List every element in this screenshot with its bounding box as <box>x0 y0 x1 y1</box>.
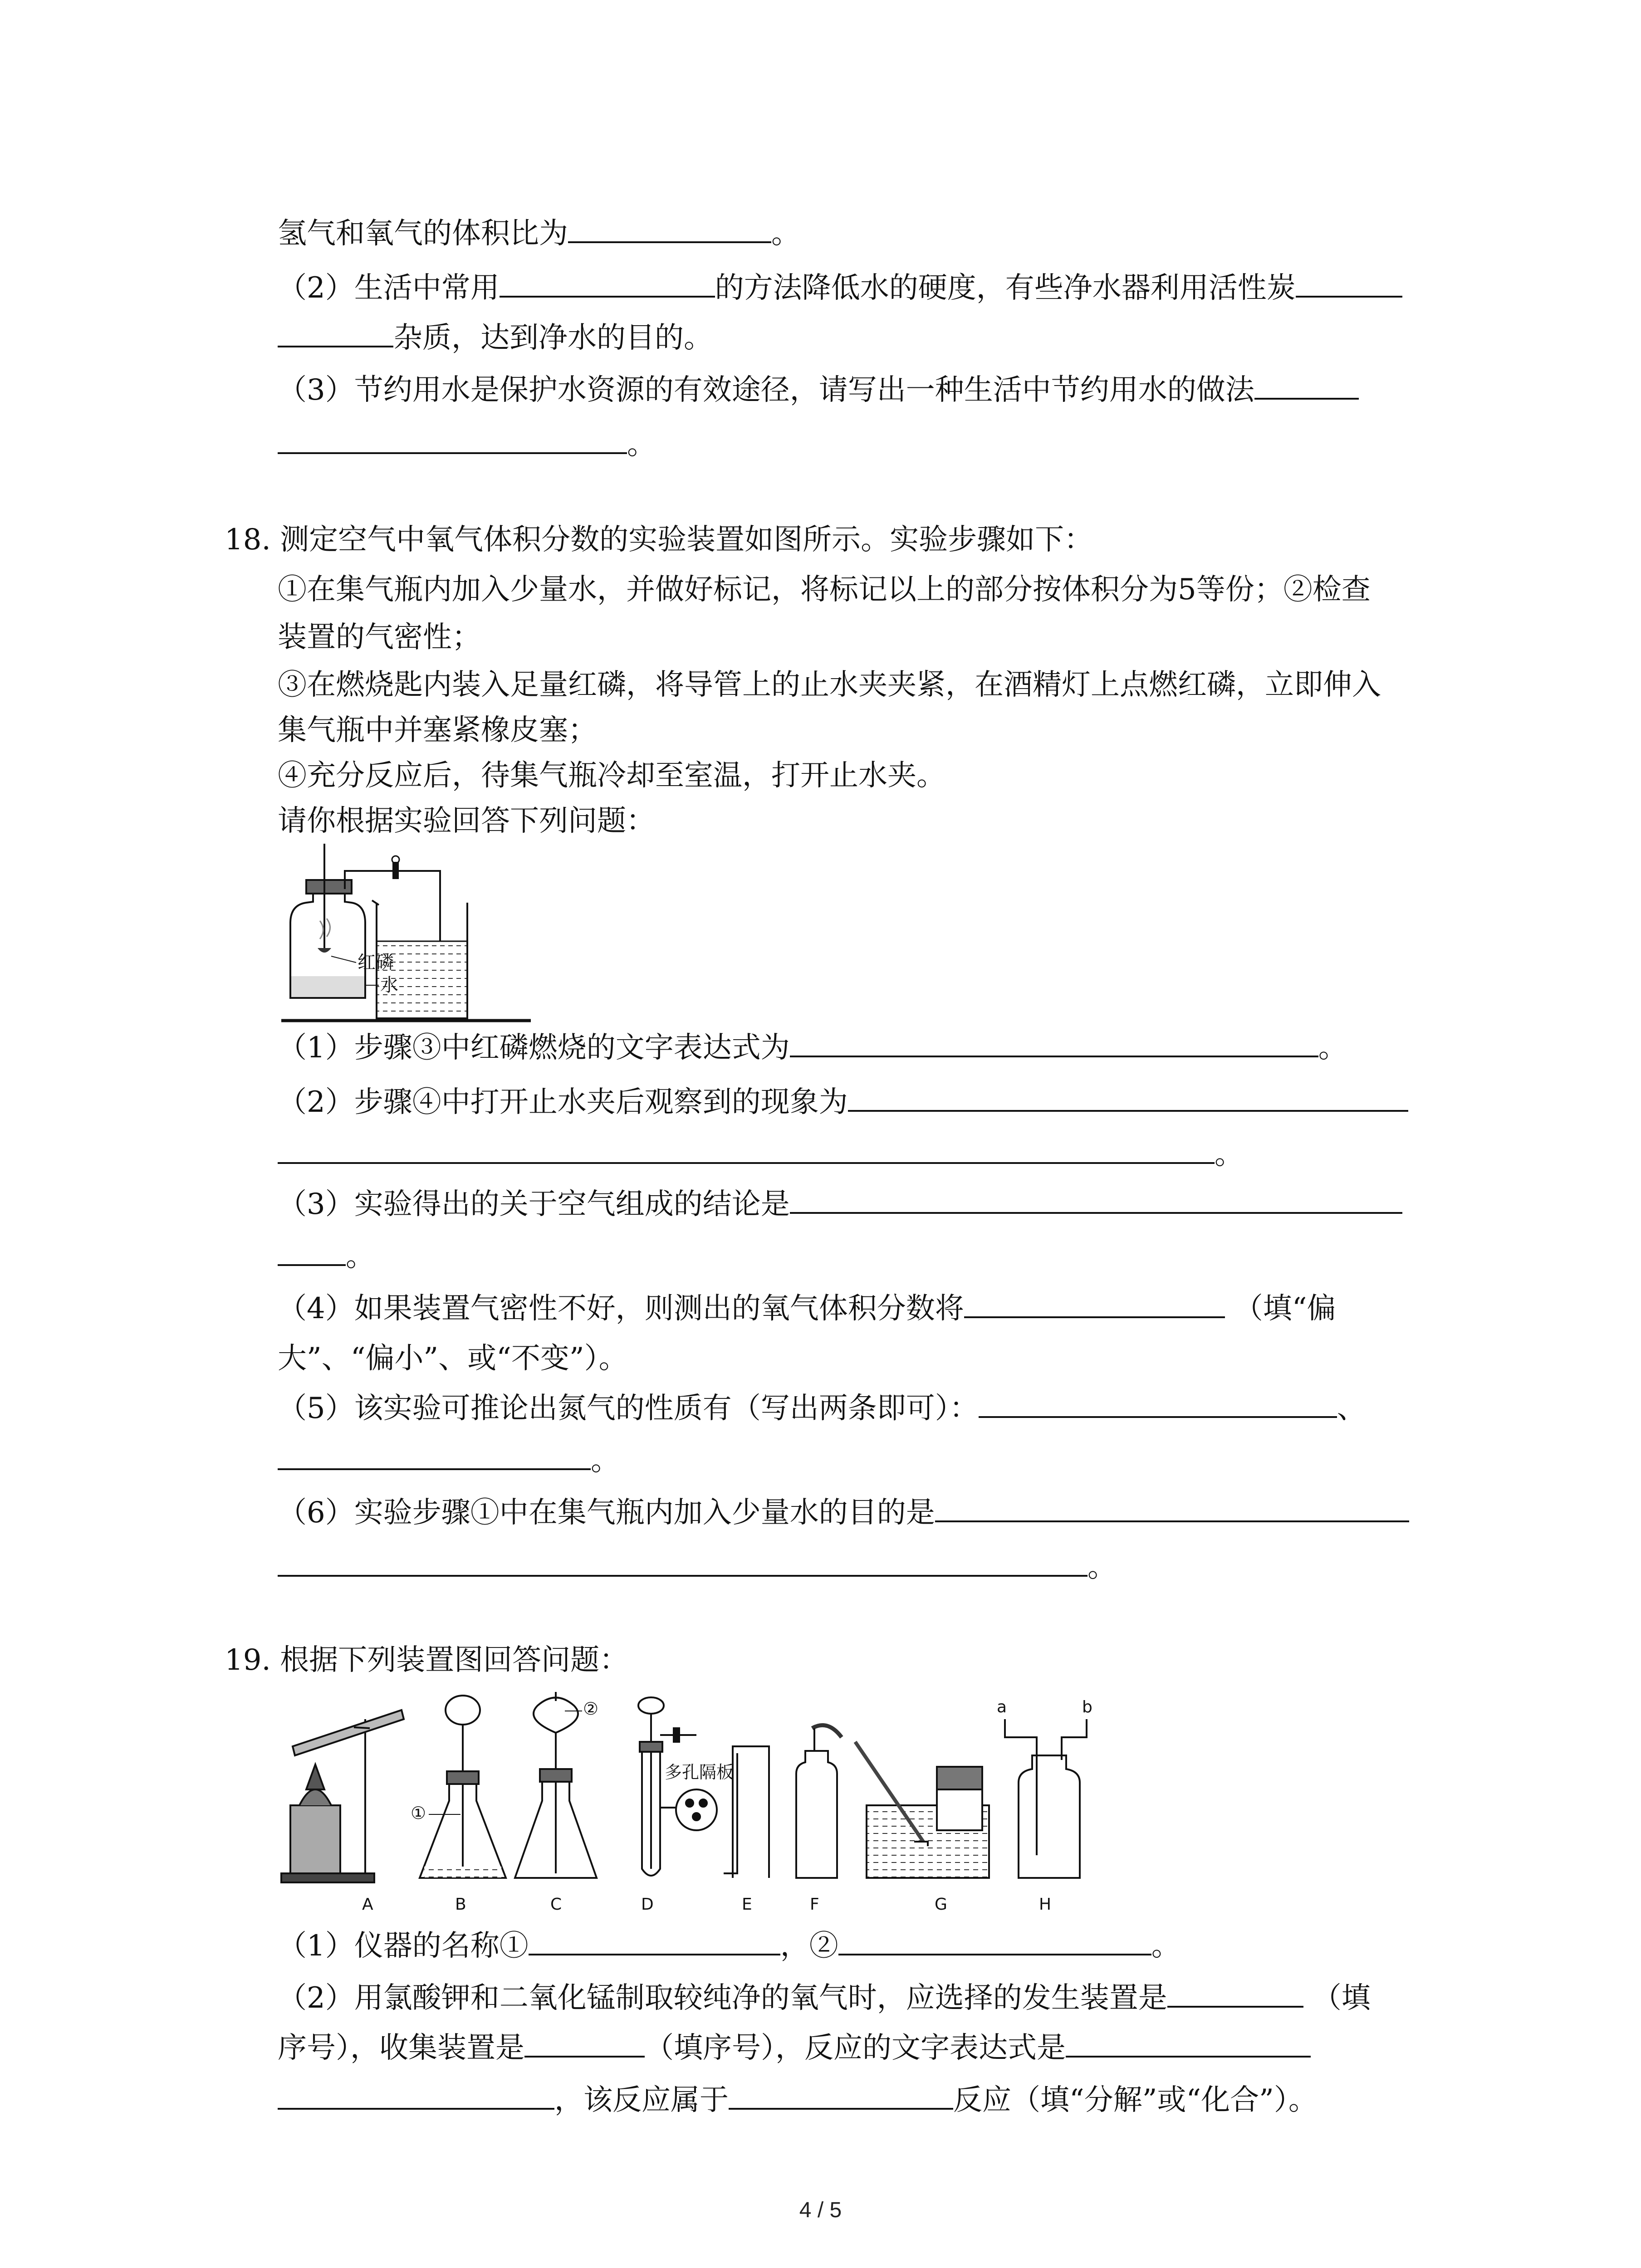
q17-text: 杂质，达到净水的目的。 <box>393 321 713 355</box>
q18-text: （3）实验得出的关于空气组成的结论是 <box>278 1188 790 1221</box>
q18-a2 <box>278 1082 1408 1123</box>
answer-blank[interactable] <box>979 1389 1337 1418</box>
port-a-label: a <box>997 1698 1007 1716</box>
bottle-water <box>291 976 364 997</box>
q18-a2-cont <box>278 1134 1244 1175</box>
answer-blank[interactable] <box>278 318 393 347</box>
apparatus-d <box>638 1697 717 1876</box>
apparatus-a <box>281 1710 404 1882</box>
q18-text: （5）该实验可推论出氮气的性质有（写出两条即可）： <box>278 1392 979 1425</box>
q17-line1 <box>278 213 800 254</box>
phosphorus-apparatus-figure <box>277 844 567 1025</box>
letter-f: F <box>810 1895 819 1914</box>
q18-text: 。 <box>591 1444 620 1477</box>
q19-text: （2）用氯酸钾和二氧化锰制取较纯净的氧气时，应选择的发生装置是 <box>278 1981 1167 2015</box>
apparatus-c <box>515 1692 597 1878</box>
letter-c: C <box>550 1895 562 1914</box>
q19-text: 序号），收集装置是 <box>278 2031 524 2065</box>
lab-apparatus-figure <box>274 1692 1091 1919</box>
answer-blank[interactable] <box>278 2081 554 2110</box>
answer-blank[interactable] <box>278 1441 591 1470</box>
q19-text: ，该反应属于 <box>554 2083 729 2117</box>
apparatus-f <box>796 1725 842 1878</box>
q17-line2 <box>278 268 1402 308</box>
answer-blank[interactable] <box>278 1237 346 1266</box>
porous-plate-label: 多孔隔板 <box>665 1762 734 1782</box>
q18-step3: ③在燃烧匙内装入足量红磷，将导管上的止水夹夹紧，在酒精灯上点燃红磷，立即伸入 <box>278 668 1381 702</box>
letter-a: A <box>362 1895 373 1914</box>
answer-blank[interactable] <box>790 1185 1402 1214</box>
answer-blank[interactable] <box>790 1028 1318 1057</box>
apparatus-h <box>1005 1719 1087 1878</box>
q18-a4 <box>278 1288 1336 1329</box>
letter-e: E <box>742 1895 752 1914</box>
q19-text: 反应（填“分解”或“化合”）。 <box>953 2083 1318 2117</box>
answer-blank[interactable] <box>935 1493 1409 1522</box>
letter-g: G <box>935 1895 947 1914</box>
answer-blank[interactable] <box>1066 2028 1311 2058</box>
glass-tube <box>345 871 413 889</box>
q18-text: （6）实验步骤①中在集气瓶内加入少量水的目的是 <box>278 1496 935 1530</box>
q19-p2-cont2 <box>278 2080 1318 2121</box>
q17-text: 。 <box>771 217 800 250</box>
q18-text: 。 <box>1318 1031 1347 1065</box>
q19-p2 <box>278 1978 1371 2019</box>
q19-p1 <box>278 1926 1181 1966</box>
combustion-spoon-cup <box>318 948 331 953</box>
q17-line3 <box>278 318 713 358</box>
q18-text: （1）步骤③中红磷燃烧的文字表达式为 <box>278 1031 790 1065</box>
answer-blank[interactable] <box>1254 371 1359 400</box>
apparatus-g <box>855 1742 989 1878</box>
letter-b: B <box>455 1895 466 1914</box>
q18-text: （4）如果装置气密性不好，则测出的氧气体积分数将 <box>278 1292 964 1325</box>
q18-ask: 请你根据实验回答下列问题： <box>278 804 655 838</box>
q17-text: 。 <box>627 428 656 461</box>
letter-d: D <box>641 1895 654 1914</box>
page-number: 4 / 5 <box>799 2198 842 2222</box>
answer-blank[interactable] <box>278 425 627 454</box>
water-clamp <box>392 862 399 879</box>
answer-blank[interactable] <box>964 1289 1225 1318</box>
answer-blank[interactable] <box>568 214 771 243</box>
q17-line5 <box>278 424 656 465</box>
q18-a6 <box>278 1492 1409 1533</box>
label-water: 水 <box>380 975 398 996</box>
q18-step1-cont: 装置的气密性； <box>278 621 481 654</box>
mark-2-label: ② <box>583 1699 599 1719</box>
port-b-label: b <box>1082 1698 1092 1716</box>
answer-blank[interactable] <box>500 269 715 298</box>
answer-blank[interactable] <box>1296 269 1402 298</box>
answer-blank[interactable] <box>729 2081 953 2110</box>
q18-text: 、 <box>1337 1392 1366 1425</box>
apparatus-letters <box>362 1895 1051 1914</box>
q18-step4: ④充分反应后，待集气瓶冷却至室温，打开止水夹。 <box>278 759 945 792</box>
q17-line4 <box>278 370 1359 411</box>
q18-text: 。 <box>1087 1550 1117 1584</box>
label-red-phosphorus: 红磷 <box>358 952 394 973</box>
q19-text: （填序号），反应的文字表达式是 <box>645 2031 1066 2065</box>
q18-heading: 18. 测定空气中氧气体积分数的实验装置如图所示。实验步骤如下： <box>225 523 1093 557</box>
q18-a6-cont <box>278 1547 1117 1588</box>
answer-blank[interactable] <box>848 1083 1408 1112</box>
q17-text: 氢气和氧气的体积比为 <box>278 217 568 250</box>
answer-blank[interactable] <box>524 2028 645 2058</box>
q19-text: （填 <box>1312 1981 1371 2015</box>
q19-p2-cont <box>278 2028 1311 2068</box>
q18-text: 。 <box>346 1240 375 1273</box>
q19-heading: 19. 根据下列装置图回答问题： <box>225 1643 629 1677</box>
answer-blank[interactable] <box>838 1926 1151 1955</box>
q18-a3 <box>278 1184 1402 1225</box>
q18-text: 。 <box>1215 1138 1244 1171</box>
answer-blank[interactable] <box>529 1926 780 1955</box>
answer-blank[interactable] <box>1167 1979 1303 2008</box>
q18-a1 <box>278 1027 1347 1068</box>
q18-step1: ①在集气瓶内加入少量水，并做好标记，将标记以上的部分按体积分为5等份；②检查 <box>278 573 1371 606</box>
q18-text: （填“偏 <box>1234 1292 1336 1325</box>
phosphorus-leader <box>331 956 356 963</box>
answer-blank[interactable] <box>278 1548 1087 1577</box>
q19-text: 。 <box>1151 1929 1181 1963</box>
q19-text: （1）仪器的名称① <box>278 1929 529 1963</box>
q18-a5-cont <box>278 1440 620 1481</box>
q18-a3-cont <box>278 1236 375 1277</box>
q18-a4-cont: 大”、“偏小”、或“不变”）。 <box>278 1342 628 1375</box>
letter-h: H <box>1039 1895 1052 1914</box>
apparatus-b <box>420 1696 506 1878</box>
q17-text: 的方法降低水的硬度，有些净水器利用活性炭 <box>715 271 1296 305</box>
q17-text: （2）生活中常用 <box>278 271 500 305</box>
q18-text: （2）步骤④中打开止水夹后观察到的现象为 <box>278 1085 848 1119</box>
answer-blank[interactable] <box>278 1135 1215 1164</box>
q17-text: （3）节约用水是保护水资源的有效途径，请写出一种生活中节约用水的做法 <box>278 373 1254 407</box>
q19-text: ，② <box>780 1929 838 1963</box>
q18-step3-cont: 集气瓶中并塞紧橡皮塞； <box>278 714 597 747</box>
q18-a5 <box>278 1388 1366 1429</box>
mark-1-label: ① <box>411 1803 426 1823</box>
